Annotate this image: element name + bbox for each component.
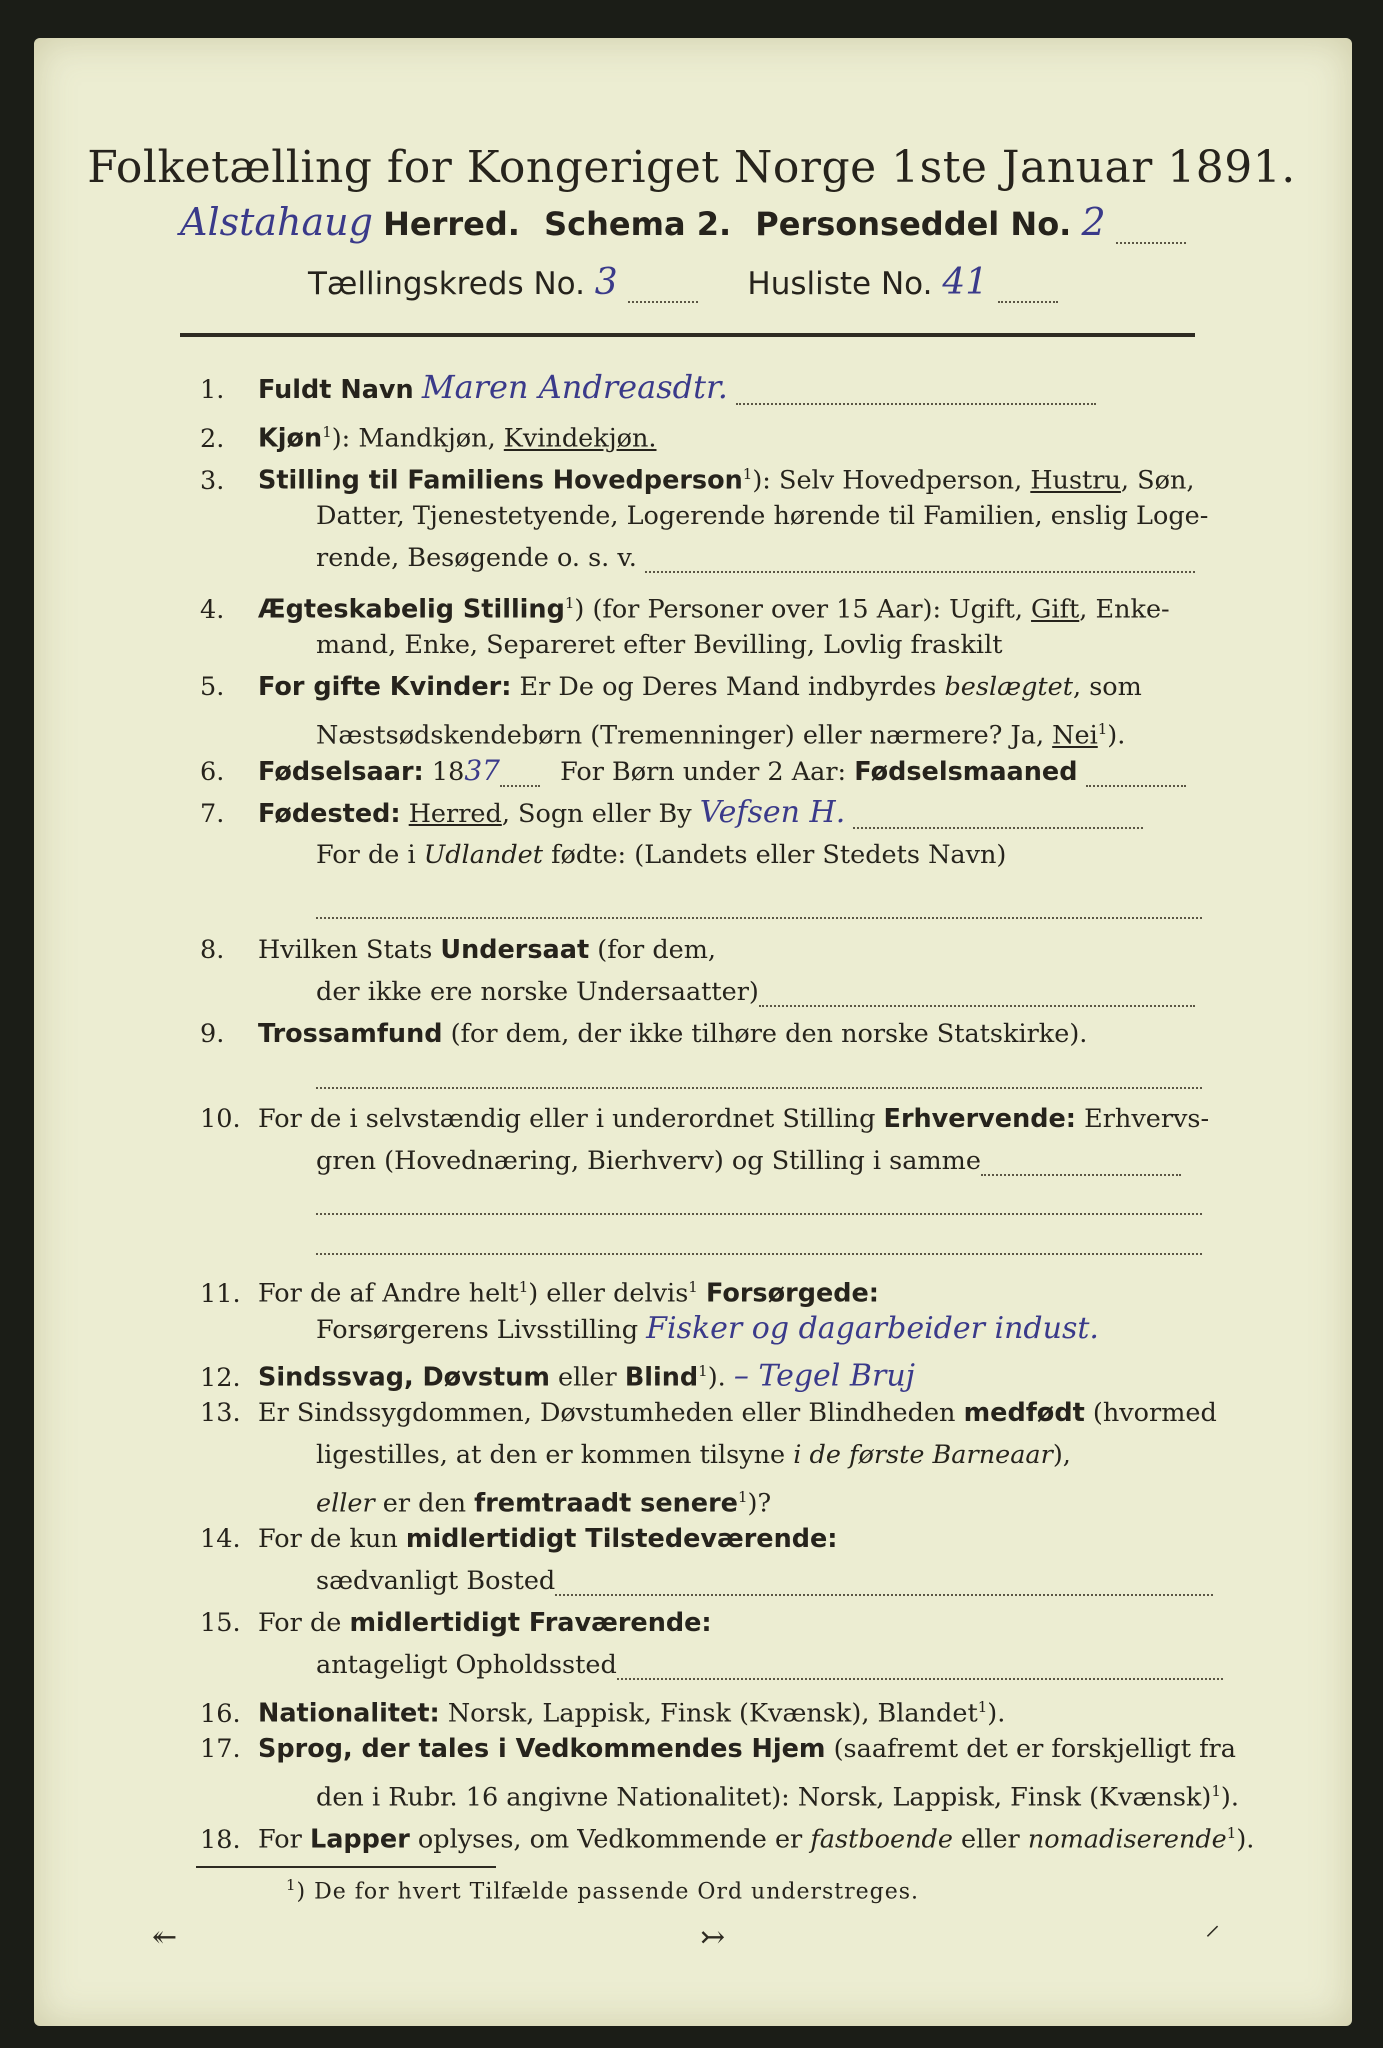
item-5: 5. For gifte Kvinder: Er De og Deres Mand indbyrdes beslægtet, som (200, 672, 1142, 702)
husliste-label: Husliste No. (747, 266, 933, 302)
disability-note-value: – Tegel Bruj (733, 1358, 915, 1394)
selected-option: Herred (408, 799, 502, 829)
item-1: 1. Fuldt Navn Maren Andreasdtr. (200, 372, 1096, 405)
personseddel-label: Personseddel No. (755, 205, 1072, 243)
item-17: 17. Sprog, der tales i Vedkommendes Hjem (saafremt det er forskjelligt fra (200, 1734, 1236, 1764)
item-15: 15. For de midlertidigt Fraværende: (200, 1608, 712, 1638)
item-14-line-2: sædvanligt Bosted (316, 1566, 1213, 1596)
header-line-2 (180, 200, 1186, 244)
schema-label: Schema 2. (544, 205, 732, 243)
herred-label: Herred. (383, 205, 520, 243)
item-4-line-2: mand, Enke, Separeret efter Bevilling, Lovlig fraskilt (316, 630, 1003, 660)
footnote: $^1$) De for hvert Tilfælde passende Ord understreges. (286, 1876, 920, 1905)
full-name-value: Maren Andreasdtr. (421, 368, 728, 406)
selected-option: Gift (1031, 594, 1080, 625)
item-13-line-3: eller er den fremtraadt senere$^1$)? (316, 1488, 772, 1519)
item-17-line-2: den i Rubr. 16 angivne Nationalitet): Norsk, Lappisk, Finsk (Kvænsk)$^1$). (316, 1782, 1239, 1813)
personseddel-value: 2 (1081, 200, 1106, 244)
margin-mark: ↞ (152, 1920, 178, 1955)
item-4: 4. Ægteskabelig Stilling$^1$) (for Personer over 15 Aar): Ugift, Gift, Enke- (200, 594, 1170, 625)
item-14: 14. For de kun midlertidigt Tilstedeværende: (200, 1524, 838, 1554)
margin-mark: ↣ (700, 1920, 726, 1955)
selected-option: Kvindekjøn. (503, 423, 657, 454)
dotted-fill (628, 295, 698, 303)
item-10: 10. For de i selvstændig eller i underordnet Stilling Erhvervende: Erhvervs- (200, 1104, 1210, 1134)
item-13: 13. Er Sindssygdommen, Døvstumheden eller Blindheden medfødt (hvormed (200, 1398, 1217, 1428)
dotted-line (316, 1196, 1202, 1215)
item-11-line-2: Forsørgerens Livsstilling Fisker og dagarbeider indust. (316, 1311, 1099, 1346)
form-title: Folketælling for Kongeriget Norge 1ste Januar 1891. (87, 142, 1296, 193)
item-8-line-2: der ikke ere norske Undersaatter) (316, 977, 1195, 1007)
item-18: 18. For Lapper oplyses, om Vedkommende er fastboende eller nomadiserende$^1$). (200, 1824, 1255, 1855)
header-rule (180, 333, 1195, 337)
item-7-line-2: For de i Udlandet fødte: (Landets eller Stedets Navn) (316, 840, 1007, 870)
birthplace-value: Vefsen H. (699, 795, 846, 830)
item-9: 9. Trossamfund (for dem, der ikke tilhøre den norske Statskirke). (200, 1019, 1088, 1049)
item-3-line-2: Datter, Tjenestetyende, Logerende hørende til Familien, enslig Loge- (316, 501, 1209, 531)
item-3: 3. Stilling til Familiens Hovedperson$^1$): Selv Hovedperson, Hustru, Søn, (200, 465, 1195, 496)
item-3-line-3: rende, Besøgende o. s. v. (316, 543, 1195, 573)
footnote-rule (196, 1866, 496, 1868)
item-13-line-2: ligestilles, at den er kommen tilsyne i de første Barneaar), (316, 1440, 1071, 1470)
dotted-fill (998, 295, 1058, 303)
dotted-fill (1116, 236, 1186, 244)
item-15-line-2: antageligt Opholdssted (316, 1650, 1223, 1680)
item-7: 7. Fødested: Herred, Sogn eller By Vefsen H. (200, 798, 1143, 829)
item-2: 2. Kjøn$^1$): Mandkjøn, Kvindekjøn. (200, 423, 657, 454)
item-6: 6. Fødselsaar: 1837 For Børn under 2 Aar: Fødselsmaaned (200, 756, 1186, 787)
item-10-line-2: gren (Hovednæring, Bierhverv) og Stilling i samme (316, 1146, 1181, 1176)
dotted-line (316, 1236, 1202, 1255)
item-8: 8. Hvilken Stats Undersaat (for dem, (200, 935, 717, 965)
item-12: 12. Sindssvag, Døvstum eller Blind$^1$). – Tegel Bruj (200, 1358, 915, 1394)
margin-mark: ⸍ (1205, 1920, 1220, 1955)
dotted-line (316, 1070, 1202, 1089)
provider-occupation-value: Fisker og dagarbeider indust. (646, 1311, 1099, 1346)
selected-option: Nei (1052, 720, 1098, 751)
selected-option: Hustru (1030, 465, 1121, 496)
herred-value: Alstahaug (180, 200, 373, 244)
kreds-value: 3 (594, 262, 618, 303)
husliste-value: 41 (942, 262, 989, 303)
dotted-line (316, 900, 1202, 919)
birth-year-value: 37 (464, 754, 500, 787)
header-line-3 (308, 262, 1058, 303)
item-16: 16. Nationalitet: Norsk, Lappisk, Finsk (Kvænsk), Blandet$^1$). (200, 1698, 1006, 1729)
kreds-label: Tællingskreds No. (308, 266, 585, 302)
item-11: 11. For de af Andre helt$^1$) eller delvis$^1$ Forsørgede: (200, 1278, 879, 1309)
item-5-line-2: Næstsødskendebørn (Tremenninger) eller nærmere? Ja, Nei$^1$). (316, 720, 1126, 751)
